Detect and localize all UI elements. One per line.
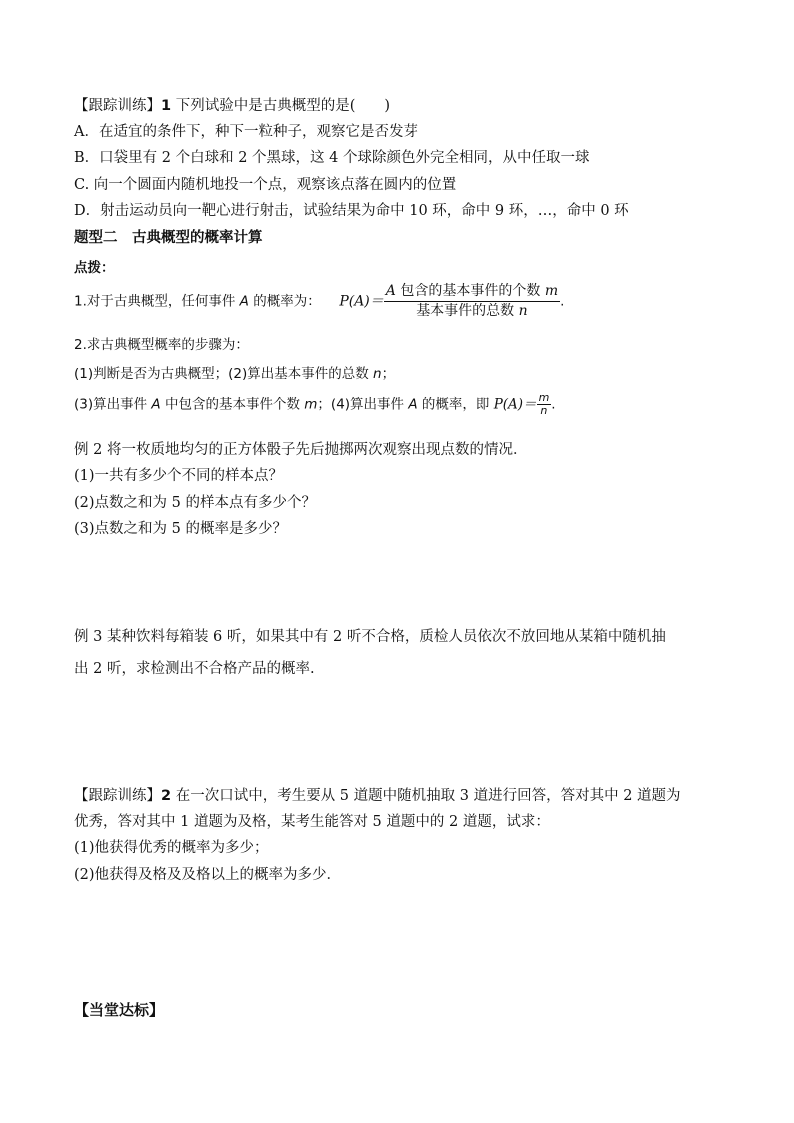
follow1-number: 1 [161,98,172,114]
tip-item-4-A: A [151,396,161,413]
classroom-heading: 【当堂达标】 [74,1001,165,1019]
follow1-option-d: D．射击运动员向一靶心进行射击，试验结果为命中 10 环，命中 9 环，…，命中 0 环 [74,203,629,219]
tip-item-3 [74,364,395,384]
follow1-question [74,96,390,116]
example2-stem: 例 2 将一枚质地均匀的正方体骰子先后抛掷两次观察出现点数的情况． [74,442,528,458]
formula-end: . [560,293,565,310]
tip-item-1-var: A [239,293,249,310]
tip-item-4-d: 的概率，即 [417,396,494,413]
tip-item-4-a: (3)算出事件 [74,396,152,413]
tip-item-4-frac-num: m [538,391,550,404]
tip-item-4-m: m [304,396,318,413]
formula-numerator [384,282,560,302]
section2-heading: 题型二 古典概型的概率计算 [74,229,263,246]
follow1-option-c: C. 向一个圆面内随机地投一个点，观察该点落在圆内的位置 [74,177,457,193]
follow2-line2: 优秀，答对其中 1 道题为及格，某考生能答对 5 道题中的 2 道题，试求： [74,814,550,830]
tip-item-3-text: (1)判断是否为古典概型；(2)算出基本事件的总数 [74,366,374,382]
tip-item-4-A2: A [408,396,418,413]
example3-line2: 出 2 听，求检测出不合格产品的概率. [74,661,315,677]
formula-num-m: m [544,283,559,299]
tip-item-4-frac-den: n [540,404,548,417]
formula-num-text: 包含的基本事件的个数 [395,283,545,299]
follow2-line1 [74,786,681,806]
tip-item-1-prefix: 1.对于古典概型，任何事件 [74,293,240,310]
formula-fraction [384,282,560,321]
follow1-option-a: A．在适宜的条件下，种下一粒种子，观察它是否发芽 [74,124,418,140]
tip-label: 点拨： [74,260,115,276]
tip-item-3-end: ； [381,366,396,382]
tip-item-4-end: . [551,396,556,413]
formula-lhs: P(A)＝ [339,293,384,310]
follow1-tag: 【跟踪训练】 [74,98,161,114]
example3-line1: 例 3 某种饮料每箱装 6 听，如果其中有 2 听不合格，质检人员依次不放回地从某箱中随机抽 [74,629,666,645]
example2-q2: (2)点数之和为 5 的样本点有多少个？ [74,495,316,511]
formula-denominator [384,302,560,321]
tip-item-4-b: 中包含的基本事件个数 [160,396,305,413]
tip-item-4-fraction [537,392,552,417]
example2-q3: (3)点数之和为 5 的概率是多少？ [74,521,287,537]
example2-q1: (1)一共有多少个不同的样本点？ [74,468,284,484]
tip-item-4-c: ；(4)算出事件 [317,396,409,413]
follow2-tag: 【跟踪训练】 [74,788,161,804]
follow2-q2: (2)他获得及格及及格以上的概率为多少． [74,867,342,883]
follow2-q1: (1)他获得优秀的概率为多少； [74,840,269,856]
follow1-option-b: B．口袋里有 2 个白球和 2 个黑球，这 4 个球除颜色外完全相同，从中任取一球 [74,150,590,166]
follow2-number: 2 [161,788,172,804]
tip-item-1 [74,282,564,321]
tip-item-2: 2.求古典概型概率的步骤为： [74,337,249,353]
formula-num-var: A [385,283,396,299]
follow1-question-text: 下列试验中是古典概型的是( ) [171,98,391,114]
tip-item-1-suffix: 的概率为： [248,293,321,310]
tip-item-3-n: n [373,366,382,382]
formula-den-text: 基本事件的总数 [416,303,519,319]
follow2-line1-text: 在一次口试中，考生要从 5 道题中随机抽取 3 道进行回答，答对其中 2 道题为 [171,788,681,804]
tip-item-4 [74,392,556,417]
formula-den-n: n [518,303,528,319]
tip-item-4-P: P(A)＝ [493,396,537,413]
